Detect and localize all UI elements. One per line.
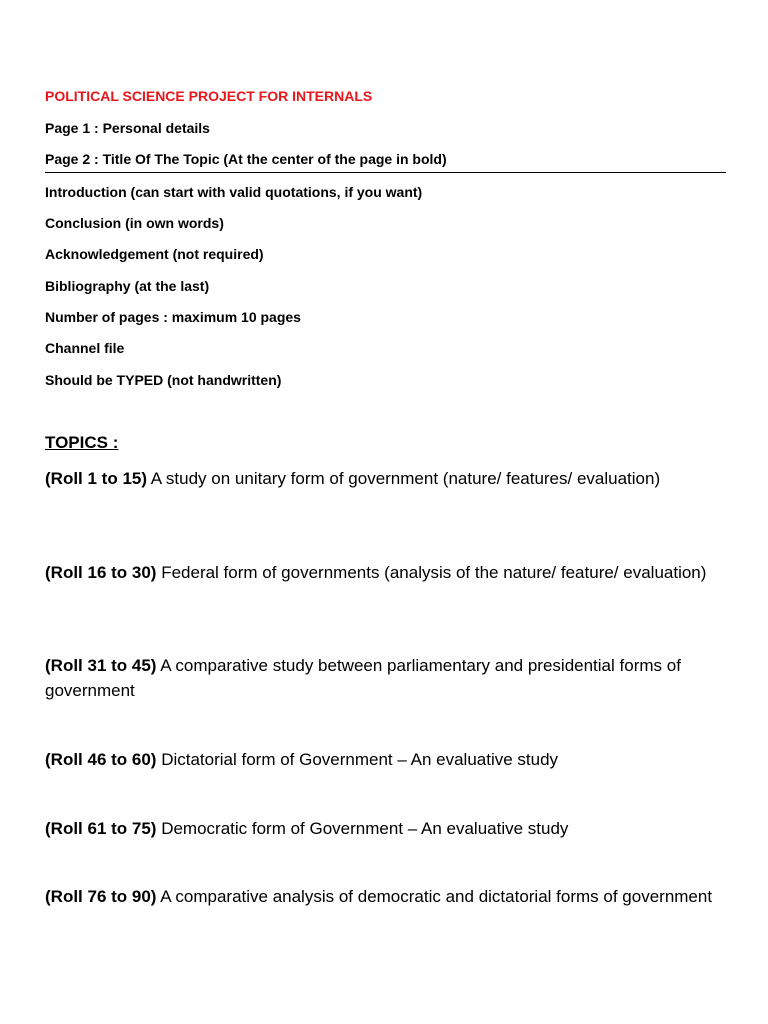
topic-description: Dictatorial form of Government – An evaluative study: [156, 750, 559, 769]
topic-roll-range: (Roll 61 to 75): [45, 819, 157, 838]
requirement-item: Page 1 : Personal details: [45, 120, 210, 136]
document-heading: POLITICAL SCIENCE PROJECT FOR INTERNALS: [45, 88, 373, 104]
requirement-item: Bibliography (at the last): [45, 278, 210, 294]
topic-description: A study on unitary form of government (nature/ features/ evaluation): [147, 469, 661, 488]
horizontal-divider: [45, 172, 726, 173]
topic-description: A comparative analysis of democratic and dictatorial forms of government: [156, 887, 713, 906]
requirement-item: Should be TYPED (not handwritten): [45, 372, 282, 388]
topic-item: [45, 884, 735, 909]
topic-item: [45, 653, 735, 703]
topic-roll-range: (Roll 31 to 45): [45, 656, 157, 675]
topic-roll-range: (Roll 46 to 60): [45, 750, 157, 769]
requirement-item: Acknowledgement (not required): [45, 246, 264, 262]
requirement-item: Channel file: [45, 340, 125, 356]
topic-roll-range: (Roll 16 to 30): [45, 563, 157, 582]
topic-roll-range: (Roll 1 to 15): [45, 469, 148, 488]
requirement-item: Introduction (can start with valid quotations, if you want): [45, 184, 423, 200]
topic-item: [45, 560, 735, 585]
requirement-item: Page 2 : Title Of The Topic (At the center of the page in bold): [45, 151, 447, 167]
topic-item: [45, 466, 735, 491]
topic-roll-range: (Roll 76 to 90): [45, 887, 157, 906]
topic-item: [45, 747, 735, 772]
topic-description: Democratic form of Government – An evaluative study: [156, 819, 569, 838]
topic-description: A comparative study between parliamentary and presidential forms of government: [45, 656, 681, 700]
topic-description: Federal form of governments (analysis of the nature/ feature/ evaluation): [156, 563, 707, 582]
topics-title: TOPICS :: [45, 433, 119, 452]
requirement-item: Conclusion (in own words): [45, 215, 224, 231]
topic-item: [45, 816, 735, 841]
requirement-item: Number of pages : maximum 10 pages: [45, 309, 301, 325]
